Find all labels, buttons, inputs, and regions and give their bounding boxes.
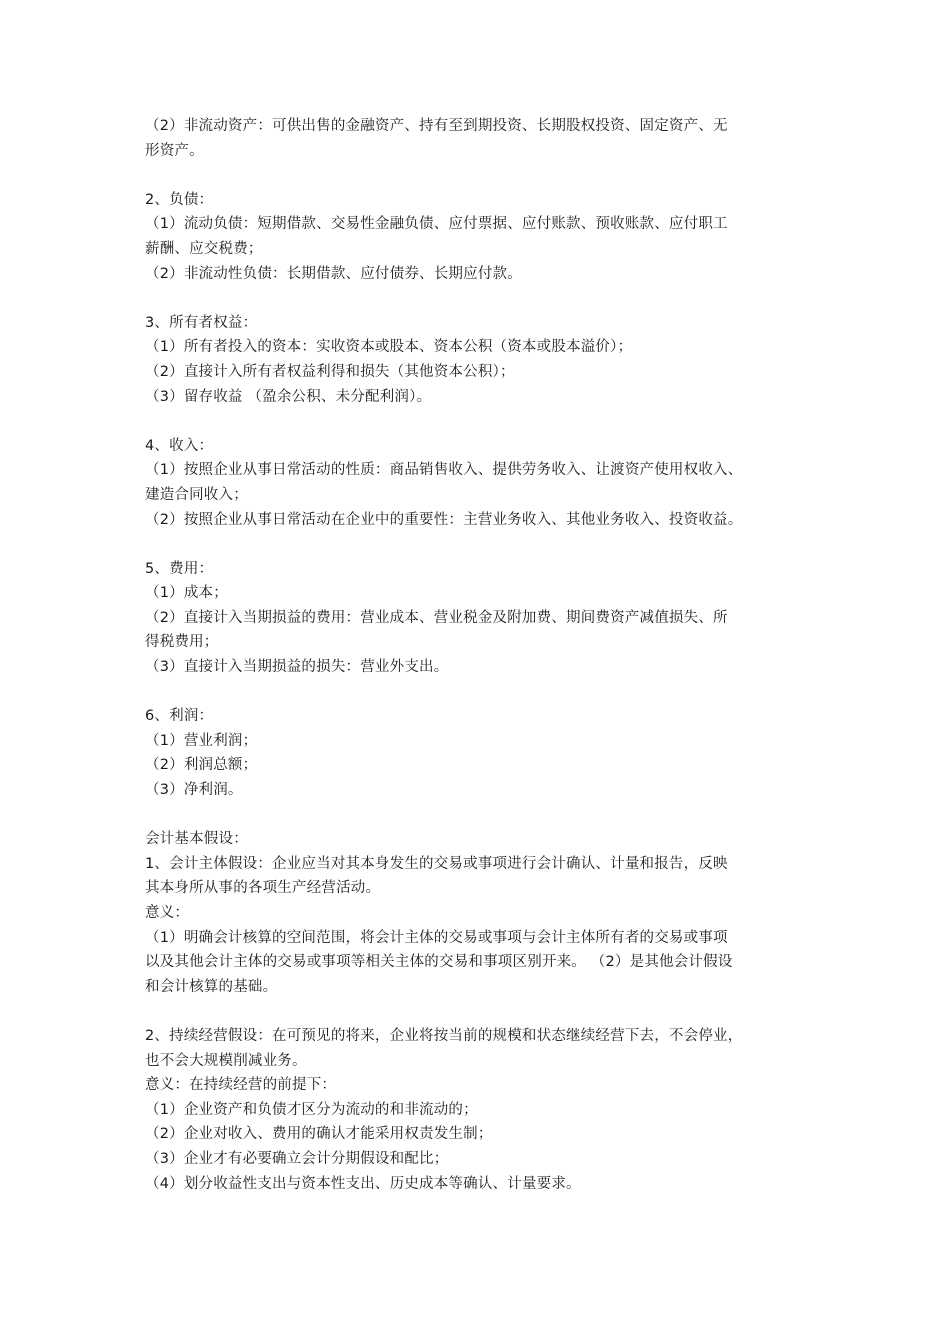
blank-line [145, 163, 810, 188]
blank-line [145, 286, 810, 311]
text-line: （1）按照企业从事日常活动的性质：商品销售收入、提供劳务收入、让渡资产使用权收入、 [145, 462, 743, 479]
text-line: 以及其他会计主体的交易或事项等相关主体的交易和事项区别开来。 （2）是其他会计假设 [145, 954, 733, 971]
text-line: 1、会计主体假设：企业应当对其本身发生的交易或事项进行会计确认、计量和报告，反映 [145, 855, 728, 872]
text-line: （3）净利润。 [145, 782, 243, 799]
text-line: 4、收入： [145, 437, 214, 454]
text-line: 6、利润： [145, 708, 214, 725]
blank-line [145, 999, 810, 1024]
text-line: （2）企业对收入、费用的确认才能采用权责发生制； [145, 1126, 493, 1143]
text-line: （2）直接计入所有者权益利得和损失（其他资本公积）； [145, 363, 515, 380]
text-line: 得税费用； [145, 634, 219, 651]
text-line: 形资产。 [145, 142, 204, 159]
text-line: 其本身所从事的各项生产经营活动。 [145, 880, 381, 897]
document-body [145, 114, 810, 1196]
text-line: 也不会大规模削减业务。 [145, 1052, 307, 1069]
text-line: （4）划分收益性支出与资本性支出、历史成本等确认、计量要求。 [145, 1175, 581, 1192]
text-line: （1）所有者投入的资本：实收资本或股本、资本公积（资本或股本溢价）； [145, 339, 633, 356]
text-line: （3）企业才有必要确立会计分期假设和配比； [145, 1150, 449, 1167]
text-line: （2）直接计入当期损益的费用：营业成本、营业税金及附加费、期间费资产减值损失、所 [145, 609, 728, 626]
text-line: 建造合同收入； [145, 486, 248, 503]
text-line: 薪酬、应交税费； [145, 240, 263, 257]
text-line: （1）明确会计核算的空间范围，将会计主体的交易或事项与会计主体所有者的交易或事项 [145, 929, 728, 946]
text-line: （2）非流动资产：可供出售的金融资产、持有至到期投资、长期股权投资、固定资产、无 [145, 118, 728, 134]
text-line: （1）流动负债：短期借款、交易性金融负债、应付票据、应付账款、预收账款、应付职工 [145, 216, 728, 233]
blank-line [145, 409, 810, 434]
text-line: 2、负债： [145, 191, 214, 208]
text-line: （2）按照企业从事日常活动在企业中的重要性：主营业务收入、其他业务收入、投资收益。 [145, 511, 743, 528]
text-line: 意义：在持续经营的前提下： [145, 1077, 337, 1094]
text-line: 和会计核算的基础。 [145, 978, 278, 995]
text-line: 会计基本假设： [145, 831, 248, 848]
text-line: （1）企业资产和负债才区分为流动的和非流动的； [145, 1101, 478, 1118]
text-line: （2）非流动性负债：长期借款、应付债券、长期应付款。 [145, 265, 522, 282]
text-line: （3）留存收益 （盈余公积、未分配利润）。 [145, 388, 432, 405]
text-line: （3）直接计入当期损益的损失：营业外支出。 [145, 659, 449, 676]
text-line: 2、持续经营假设：在可预见的将来，企业将按当前的规模和状态继续经营下去，不会停业， [145, 1027, 743, 1044]
blank-line [145, 803, 810, 828]
text-line: 3、所有者权益： [145, 314, 258, 331]
text-line: 5、费用： [145, 560, 214, 577]
blank-line [145, 532, 810, 557]
blank-line [145, 680, 810, 705]
text-line: （1）成本； [145, 585, 228, 602]
text-line: 意义： [145, 905, 190, 921]
text-line: （2）利润总额； [145, 757, 258, 774]
text-line: （1）营业利润； [145, 732, 258, 749]
